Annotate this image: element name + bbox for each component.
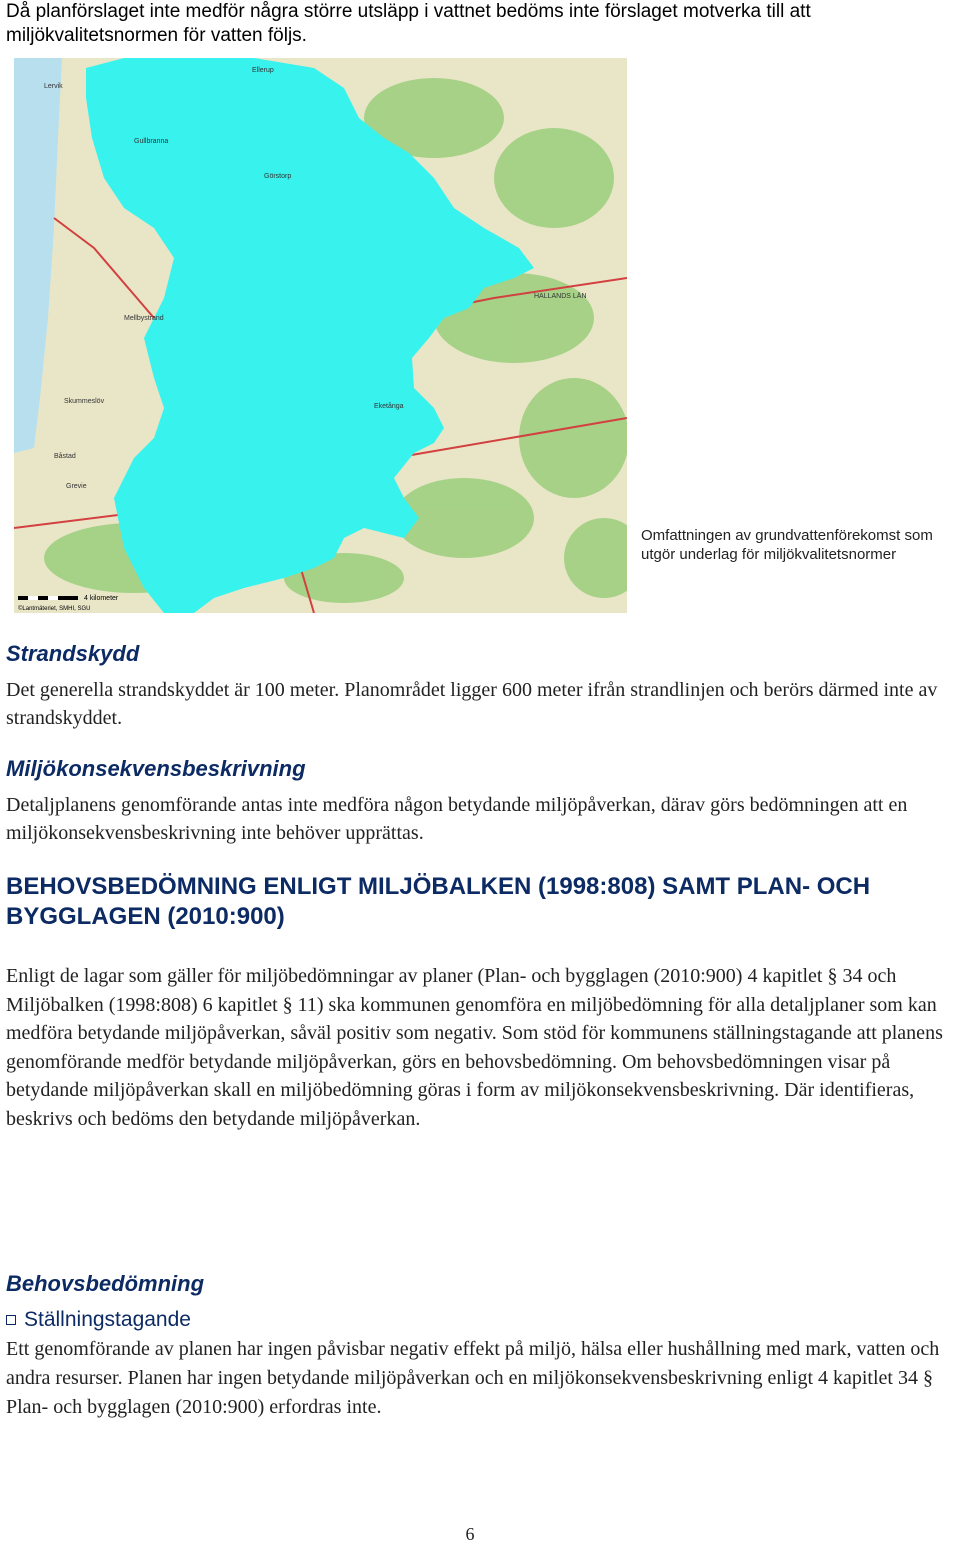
map-label: Grevie [66,483,87,490]
map-copyright: ©Lantmäteriet, SMHI, SGU [18,606,91,612]
map-label: Mellbystrand [124,315,164,322]
map-label: Görstorp [264,173,292,180]
intro-paragraph: Då planförslaget inte medför några större utsläpp i vattnet bedöms inte förslaget motverka till att miljökvalitetsnormen för vatten följs. [6,1,811,46]
map-label: Ellerup [252,67,274,74]
map-caption: Omfattningen av grundvattenförekomst som utgör underlag för miljökvalitetsnormer [641,527,933,563]
stallningstagande-row [6,1306,191,1334]
map-label: Gullbranna [134,138,169,145]
mkb-body: Detaljplanens genomförande antas inte medföra någon betydande miljöpåverkan, därav görs bedömningen att en miljökonsekvensbeskrivning inte behöver upprättas. [6,794,908,844]
stallningstagande-body: Ett genomförande av planen har ingen påvisbar negativ effekt på miljö, hälsa eller hushållning med mark, vatten och andra resurser. Planen har ingen betydande miljöpåverkan och en miljökonsekvensbeskrivning enligt 4 kapitlet 34 § Plan- och bygglagen (2010:900) erfordras inte. [6,1338,940,1418]
square-bullet-icon [6,1315,16,1325]
map-label: Eketånga [374,403,404,410]
behovsbedomning-title: Behovsbedömning [6,1271,205,1296]
mkb-title: Miljökonsekvensbeskrivning [6,756,306,781]
strandskydd-body: Det generella strandskyddet är 100 meter. Planområdet ligger 600 meter ifrån strandlinjen och berörs därmed inte av strandskyddet. [6,679,938,729]
page-number: 6 [465,1524,475,1544]
map-label: HALLANDS LÄN [534,293,587,300]
stallningstagande-label: Ställningstagande [24,1308,191,1331]
map-label: Skummeslöv [64,398,105,405]
behovsbedomning-section-body: Enligt de lagar som gäller för miljöbedömningar av planer (Plan- och bygglagen (2010:900) 4 kapitlet § 34 och Miljöbalken (1998:808) 6 kapitlet § 11) ska kommunen genomföra en miljöbedömning för alla detaljplaner som kan medföra betydande miljöpåverkan, såväl positiv som negativ. Som stöd för kommunens ställningstagande att planens genomförande medför betydande miljöpåverkan, görs en behovsbedömning. Om behovsbedömningen visar på betydande miljöpåverkan skall en miljöbedömning göras i form av miljökonsekvensbeskrivning. Där identifieras, beskrivs och bedöms den betydande miljöpåverkan. [6,965,943,1130]
behovsbedomning-section-heading: BEHOVSBEDÖMNING ENLIGT MILJÖBALKEN (1998:808) SAMT PLAN- OCH BYGGLAGEN (2010:900) [6,873,871,930]
map-label: Båstad [54,453,76,460]
map-scale-label: 4 kilometer [84,595,119,602]
groundwater-map [14,58,627,613]
map-label: Lervik [44,83,63,90]
strandskydd-title: Strandskydd [6,641,140,666]
